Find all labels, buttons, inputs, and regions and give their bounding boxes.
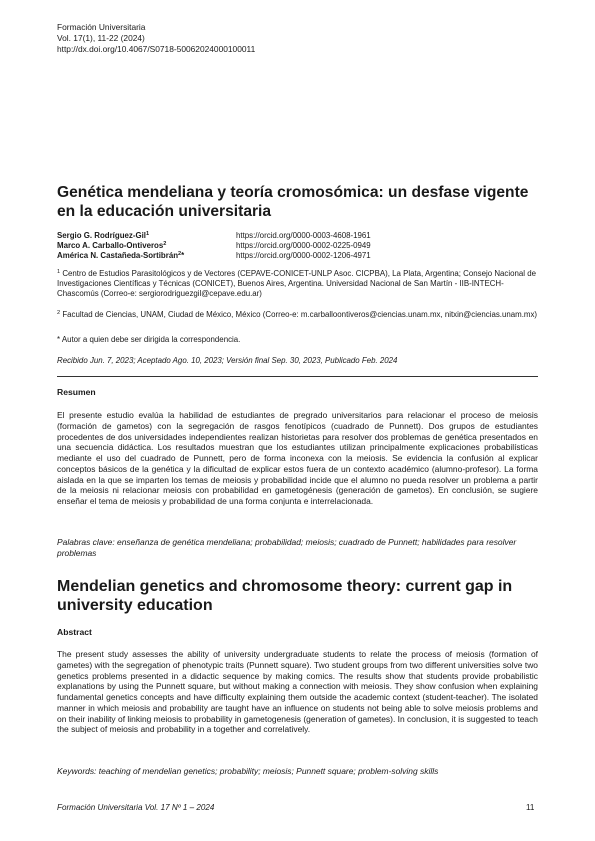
footer-journal: Formación Universitaria Vol. 17 Nº 1 – 2024 xyxy=(57,803,215,812)
title-spanish: Genética mendeliana y teoría cromosómica: un desfase vigente en la educación universitaria xyxy=(57,184,529,220)
abstract-heading: Abstract xyxy=(57,627,92,637)
title-english: Mendelian genetics and chromosome theory: current gap in university education xyxy=(57,578,513,614)
author-orcid-link[interactable]: https://orcid.org/0000-0002-0225-0949 xyxy=(236,241,371,251)
journal-volume: Vol. 17(1), 11-22 (2024) xyxy=(57,33,145,44)
abstract-body: The present study assesses the ability of university undergraduate students to relate the process of meiosis (formation of gametes) with the segregation of phenotypic traits (Punnett square). Two student groups from two different universities solve two genetics problems presented in a didactic sequence by making comics. The results show that students provide probabilistic explanations by using the Punnett square, but without making a connection with meiosis. They show confusion when explaining fundamental genetics concepts and have difficulty explaining them outside the academic context (student-teacher). The isolated manner in which meiosis and probability are taught have an influence on students not being able to solve meiosis problems and on their inability of linking meiosis to probability in gametogenesis (generation of gametes). In conclusion, it is suggested to teach the subject of meiosis and probability in a together and correlatively. xyxy=(57,649,538,735)
author-row xyxy=(57,231,371,241)
affiliation-1 xyxy=(57,269,539,300)
publication-dates: Recibido Jun. 7, 2023; Aceptado Ago. 10, 2023; Versión final Sep. 30, 2023, Publicado Feb. 2024 xyxy=(57,356,398,365)
page-number: 11 xyxy=(526,803,535,812)
author-row xyxy=(57,251,371,261)
affiliation-marker: 2 xyxy=(57,310,61,316)
author-affiliation-marker: 2 xyxy=(178,251,182,258)
keywords-english: Keywords: teaching of mendelian genetics; probability; meiosis; Punnett square; problem-solving skills xyxy=(57,766,439,776)
author-orcid-link[interactable]: https://orcid.org/0000-0003-4608-1961 xyxy=(236,231,371,240)
author-name: Marco A. Carballo-Ontiveros xyxy=(57,241,164,251)
resumen-body: El presente estudio evalúa la habilidad de estudiantes de pregrado universitarios para relacionar el proceso de meiosis (formación de gametos) con la segregación de rasgos fenotípicos (cuadrado de Punnett). Dos grupos de estudiantes procedentes de dos universidades independientes realizan historietas para resolver dos problemas de genética presentados en una secuencia didáctica. Los resultados muestran que los estudiantes utilizan principalmente explicaciones probabilísticas mediante el uso del cuadrado de Punnett, pero de forma inconexa con la meiosis. Se evidencia la confusión al explicar conceptos básicos de la genética y la dificultad de explicar estos fuera de un contexto académico (alumno-profesor). La forma aislada en la que se imparten los temas de meiosis y probabilidad incide que el alumno no pueda resolver un problema a partir de la meiosis ni relacionar meiosis con probabilidad en gametogénesis (generación de gametos). En conclusión, se sugiere enseñar el tema de meiosis y probabilidad de una forma conjunta e interrelacionada. xyxy=(57,410,538,506)
author-name: América N. Castañeda-Sortibrán xyxy=(57,251,179,261)
resumen-heading: Resumen xyxy=(57,387,96,397)
author-list xyxy=(57,231,371,262)
keywords-spanish: Palabras clave: enseñanza de genética mendeliana; probabilidad; meiosis; cuadrado de Punnett; habilidades para resolver problemas xyxy=(57,537,517,558)
horizontal-rule xyxy=(57,376,538,377)
author-name: Sergio G. Rodríguez-Gil xyxy=(57,231,146,240)
corresponding-author-marker: * xyxy=(181,251,185,261)
correspondence-note: * Autor a quien debe ser dirigida la correspondencia. xyxy=(57,335,241,344)
affiliation-text: Centro de Estudios Parasitológicos y de Vectores (CEPAVE-CONICET-UNLP Asoc. CICPBA), La Plata, Argentina; Consejo Nacional de Investigaciones Científicas y Técnicas (CONICET), Buenos Aires, Argentina. Universidad Nacional de San Martín - IIB-INTECH-Chascomús (Correo-e: sergiorodriguezgil@cepave.edu.ar) xyxy=(57,269,536,299)
journal-doi[interactable]: http://dx.doi.org/10.4067/S0718-50062024000100011 xyxy=(57,44,256,55)
journal-name: Formación Universitaria xyxy=(57,22,146,32)
author-orcid-link[interactable]: https://orcid.org/0000-0002-1206-4971 xyxy=(236,251,371,261)
journal-header xyxy=(57,22,255,56)
affiliation-2 xyxy=(57,310,539,320)
author-affiliation-marker: 2 xyxy=(163,241,167,248)
affiliation-text: Facultad de Ciencias, UNAM, Ciudad de México, México (Correo-e: m.carballoontiveros@ciencias.unam.mx, nitxin@ciencias.unam.mx) xyxy=(62,310,538,319)
affiliation-marker: 1 xyxy=(57,269,61,275)
author-row xyxy=(57,241,371,251)
author-affiliation-marker: 1 xyxy=(146,231,150,237)
